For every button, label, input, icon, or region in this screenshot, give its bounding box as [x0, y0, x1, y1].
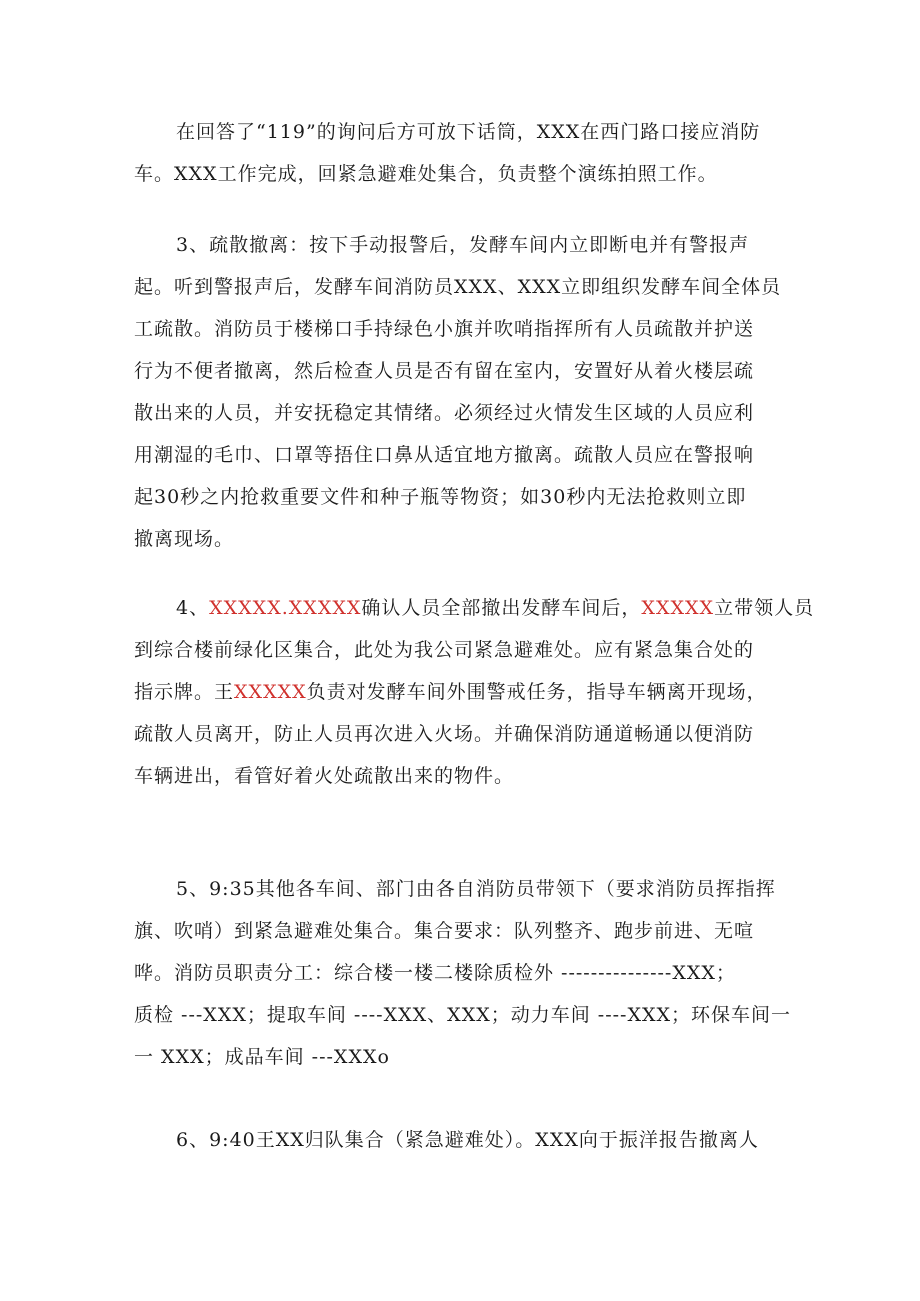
paragraph-line: [134, 111, 784, 153]
paragraph-line: [134, 629, 784, 671]
text-run: 立带领人员: [714, 597, 815, 619]
paragraph-2: [134, 224, 784, 560]
paragraph-line: [134, 1036, 784, 1078]
paragraph-line: [134, 266, 784, 308]
text-run: 用潮湿的毛巾、口罩等捂住口鼻从适宜地方撤离。疏散人员应在警报响: [134, 444, 755, 466]
paragraph-line: [134, 868, 784, 910]
text-run: 质检 ---XXX；提取车间 ----XXX、XXX；动力车间 ----XXX；环保车间一: [134, 1004, 792, 1026]
text-run: 6、9:40王XX归队集合（紧急避难处）。XXX向于振洋报告撤离人: [176, 1129, 759, 1151]
text-run: 哗。消防员职责分工：综合楼一楼二楼除质检外 ---------------XXX；: [134, 962, 736, 984]
paragraph-line: [134, 350, 784, 392]
paragraph-line: [134, 308, 784, 350]
text-run: 车。XXX工作完成，回紧急避难处集合，负责整个演练拍照工作。: [134, 163, 718, 185]
paragraph-1: [134, 111, 784, 195]
paragraph-3: [134, 587, 815, 797]
highlighted-placeholder: XXXXX.XXXXX: [209, 597, 362, 619]
text-run: 工疏散。消防员于楼梯口手持绿色小旗并吹哨指挥所有人员疏散并护送: [134, 318, 755, 340]
paragraph-line: [134, 587, 815, 629]
paragraph-line: [134, 153, 784, 195]
text-run: 行为不便者撤离，然后检查人员是否有留在室内，安置好从着火楼层疏: [134, 360, 755, 382]
highlighted-placeholder: XXXXX: [641, 597, 715, 619]
paragraph-line: [134, 755, 784, 797]
text-run: 疏散人员离开，防止人员再次进入火场。并确保消防通道畅通以便消防: [134, 723, 755, 745]
text-run: 起。听到警报声后，发酵车间消防员XXX、XXX立即组织发酵车间全体员: [134, 276, 782, 298]
paragraph-4: [134, 868, 792, 1078]
text-run: 一 XXX；成品车间 ---XXXo: [134, 1046, 390, 1068]
text-run: 撤离现场。: [134, 528, 235, 550]
text-run: 车辆进出，看管好着火处疏散出来的物件。: [134, 765, 515, 787]
text-run: 确认人员全部撤出发酵车间后，: [361, 597, 642, 619]
text-run: 在回答了“119”的询问后方可放下话筒，XXX在西门路口接应消防: [176, 121, 761, 143]
text-run: 起30秒之内抢救重要文件和种子瓶等物资；如30秒内无法抢救则立即: [134, 486, 747, 508]
paragraph-line: [134, 434, 784, 476]
highlighted-placeholder: XXXXX: [234, 681, 307, 703]
paragraph-line: [134, 952, 784, 994]
text-run: 4、: [176, 597, 210, 619]
paragraph-line: [134, 910, 784, 952]
paragraph-line: [134, 713, 784, 755]
text-run: 负责对发酵车间外围警戒任务，指导车辆离开现场，: [306, 681, 767, 703]
text-run: 散出来的人员，并安抚稳定其情绪。必须经过火情发生区域的人员应利: [134, 402, 755, 424]
paragraph-line: [134, 671, 784, 713]
text-run: 5、9:35其他各车间、部门由各自消防员带领下（要求消防员挥指挥: [176, 878, 776, 900]
paragraph-line: [134, 1119, 784, 1161]
paragraph-line: [134, 518, 784, 560]
text-run: 旗、吹哨）到紧急避难处集合。集合要求：队列整齐、跑步前进、无喧: [134, 920, 755, 942]
paragraph-line: [134, 994, 792, 1036]
text-run: 指示牌。王: [134, 681, 235, 703]
paragraph-line: [134, 392, 784, 434]
paragraph-line: [134, 224, 784, 266]
paragraph-5: [134, 1119, 784, 1161]
text-run: 3、疏散撤离：按下手动报警后，发酵车间内立即断电并有警报声: [176, 234, 750, 256]
text-run: 到综合楼前绿化区集合，此处为我公司紧急避难处。应有紧急集合处的: [134, 639, 755, 661]
paragraph-line: [134, 476, 784, 518]
